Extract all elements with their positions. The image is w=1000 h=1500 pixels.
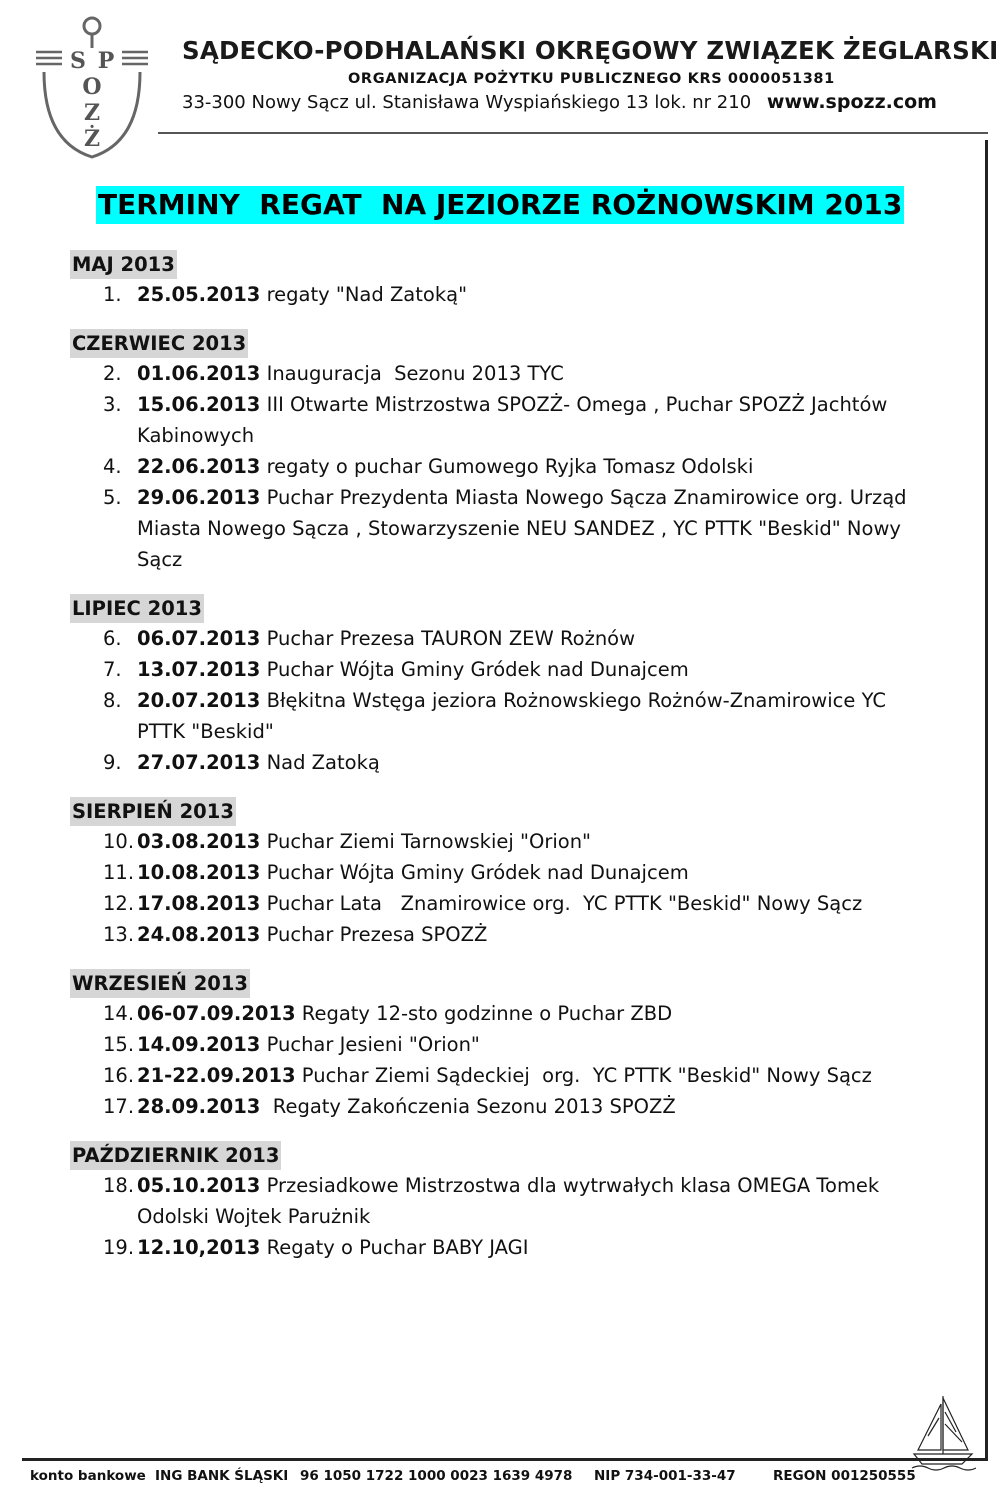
footer-nip: NIP 734-001-33-47	[594, 1468, 736, 1484]
page-title: TERMINY REGAT NA JEZIORZE ROŻNOWSKIM 2013	[96, 186, 904, 224]
item-date: 21-22.09.2013	[137, 1064, 296, 1087]
item-date: 28.09.2013	[137, 1095, 261, 1118]
svg-text:S: S	[70, 48, 86, 74]
regatta-item	[70, 857, 930, 888]
item-number: 15.	[103, 1033, 135, 1056]
frame-line-right	[985, 140, 988, 1460]
item-number: 10.	[103, 830, 135, 853]
item-description: Puchar Ziemi Tarnowskiej "Orion"	[260, 830, 592, 853]
item-date: 17.08.2013	[137, 892, 261, 915]
item-date: 03.08.2013	[137, 830, 261, 853]
footer-account-number: 96 1050 1722 1000 0023 1639 4978	[300, 1468, 573, 1484]
regatta-item	[70, 451, 930, 482]
svg-text:Z: Z	[83, 100, 101, 126]
letterhead	[182, 36, 999, 113]
item-date: 25.05.2013	[137, 283, 261, 306]
item-number: 19.	[103, 1236, 135, 1259]
item-description: Puchar Ziemi Sądeckiej org. YC PTTK "Beskid" Nowy Sącz	[295, 1064, 872, 1087]
month-heading: PAŹDZIERNIK 2013	[70, 1141, 281, 1170]
regatta-item	[70, 747, 930, 778]
regatta-item	[70, 1091, 930, 1122]
organization-address	[182, 91, 972, 113]
item-number: 8.	[103, 689, 122, 712]
item-date: 06.07.2013	[137, 627, 261, 650]
item-description: Puchar Lata Znamirowice org. YC PTTK "Beskid" Nowy Sącz	[260, 892, 863, 915]
item-date: 14.09.2013	[137, 1033, 261, 1056]
footer-bank-label: konto bankowe	[30, 1468, 146, 1484]
item-date: 01.06.2013	[137, 362, 261, 385]
item-description: Puchar Prezesa TAURON ZEW Rożnów	[260, 627, 636, 650]
item-date: 12.10,2013	[137, 1236, 261, 1259]
item-number: 2.	[103, 362, 122, 385]
item-description: Puchar Prezydenta Miasta Nowego Sącza Znamirowice org. Urząd Miasta Nowego Sącza , Stowarzyszenie NEU SANDEZ , YC PTTK "Beskid" Nowy Sącz	[137, 486, 913, 571]
svg-text:Ż: Ż	[83, 126, 101, 152]
regatta-item	[70, 888, 930, 919]
regatta-item	[70, 685, 930, 747]
item-number: 14.	[103, 1002, 135, 1025]
month-heading: LIPIEC 2013	[70, 594, 204, 623]
month-section	[70, 969, 930, 1122]
month-section	[70, 594, 930, 778]
item-number: 16.	[103, 1064, 135, 1087]
regatta-item	[70, 1232, 930, 1263]
item-description: Regaty Zakończenia Sezonu 2013 SPOZŻ	[260, 1095, 676, 1118]
frame-line-bottom	[22, 1458, 988, 1461]
website-link[interactable]: www.spozz.com	[766, 91, 937, 113]
item-date: 06-07.09.2013	[137, 1002, 296, 1025]
month-heading: SIERPIEŃ 2013	[70, 797, 236, 826]
regatta-item	[70, 279, 930, 310]
regatta-item	[70, 1060, 930, 1091]
svg-text:P: P	[97, 48, 115, 74]
organization-name: SĄDECKO-PODHALAŃSKI OKRĘGOWY ZWIĄZEK ŻEGLARSKI	[182, 36, 999, 65]
item-number: 5.	[103, 486, 122, 509]
regatta-item	[70, 623, 930, 654]
footer-regon: REGON 001250555	[773, 1468, 916, 1484]
item-date: 10.08.2013	[137, 861, 261, 884]
item-number: 18.	[103, 1174, 135, 1197]
month-section	[70, 797, 930, 950]
month-heading: WRZESIEŃ 2013	[70, 969, 250, 998]
regatta-item	[70, 998, 930, 1029]
item-description: Regaty 12-sto godzinne o Puchar ZBD	[295, 1002, 673, 1025]
item-number: 12.	[103, 892, 135, 915]
item-description: Puchar Wójta Gminy Gródek nad Dunajcem	[260, 658, 689, 681]
month-heading: MAJ 2013	[70, 250, 177, 279]
regatta-item	[70, 654, 930, 685]
item-description: Błękitna Wstęga jeziora Rożnowskiego Rożnów-Znamirowice YC PTTK "Beskid"	[137, 689, 893, 743]
item-number: 6.	[103, 627, 122, 650]
svg-text:O: O	[82, 74, 102, 100]
month-heading: CZERWIEC 2013	[70, 329, 248, 358]
organization-subtitle: ORGANIZACJA POŻYTKU PUBLICZNEGO KRS 0000051381	[348, 71, 835, 87]
item-date: 05.10.2013	[137, 1174, 261, 1197]
item-description: Inauguracja Sezonu 2013 TYC	[260, 362, 564, 385]
item-date: 20.07.2013	[137, 689, 261, 712]
item-date: 13.07.2013	[137, 658, 261, 681]
item-description: Regaty o Puchar BABY JAGI	[260, 1236, 529, 1259]
item-description: Puchar Prezesa SPOZŻ	[260, 923, 488, 946]
regatta-item	[70, 1170, 930, 1232]
item-date: 22.06.2013	[137, 455, 261, 478]
item-date: 15.06.2013	[137, 393, 261, 416]
address-text: 33-300 Nowy Sącz ul. Stanisława Wyspiańskiego 13 lok. nr 210	[182, 92, 752, 113]
item-number: 4.	[103, 455, 122, 478]
item-number: 11.	[103, 861, 135, 884]
item-date: 29.06.2013	[137, 486, 261, 509]
item-number: 7.	[103, 658, 122, 681]
item-date: 24.08.2013	[137, 923, 261, 946]
regatta-item	[70, 389, 930, 451]
regatta-item	[70, 358, 930, 389]
month-section	[70, 1141, 930, 1263]
item-description: Puchar Jesieni "Orion"	[260, 1033, 480, 1056]
frame-line-top	[158, 132, 988, 134]
item-description: Przesiadkowe Mistrzostwa dla wytrwałych klasa OMEGA Tomek Odolski Wojtek Parużnik	[137, 1174, 886, 1228]
regatta-item	[70, 919, 930, 950]
item-description: Nad Zatoką	[260, 751, 380, 774]
regatta-item	[70, 482, 930, 575]
item-description: regaty "Nad Zatoką"	[260, 283, 468, 306]
item-date: 27.07.2013	[137, 751, 261, 774]
item-number: 3.	[103, 393, 122, 416]
item-number: 17.	[103, 1095, 135, 1118]
spozz-logo	[30, 12, 154, 162]
month-section	[70, 250, 930, 310]
sailboat-icon	[910, 1392, 976, 1472]
month-section	[70, 329, 930, 575]
regatta-schedule	[70, 250, 930, 1263]
regatta-item	[70, 1029, 930, 1060]
item-description: regaty o puchar Gumowego Ryjka Tomasz Odolski	[260, 455, 754, 478]
item-number: 1.	[103, 283, 122, 306]
footer-bank-name: ING BANK ŚLĄSKI	[155, 1468, 289, 1484]
item-number: 9.	[103, 751, 122, 774]
item-description: III Otwarte Mistrzostwa SPOZŻ- Omega , Puchar SPOZŻ Jachtów Kabinowych	[137, 393, 894, 447]
item-number: 13.	[103, 923, 135, 946]
regatta-item	[70, 826, 930, 857]
item-description: Puchar Wójta Gminy Gródek nad Dunajcem	[260, 861, 689, 884]
